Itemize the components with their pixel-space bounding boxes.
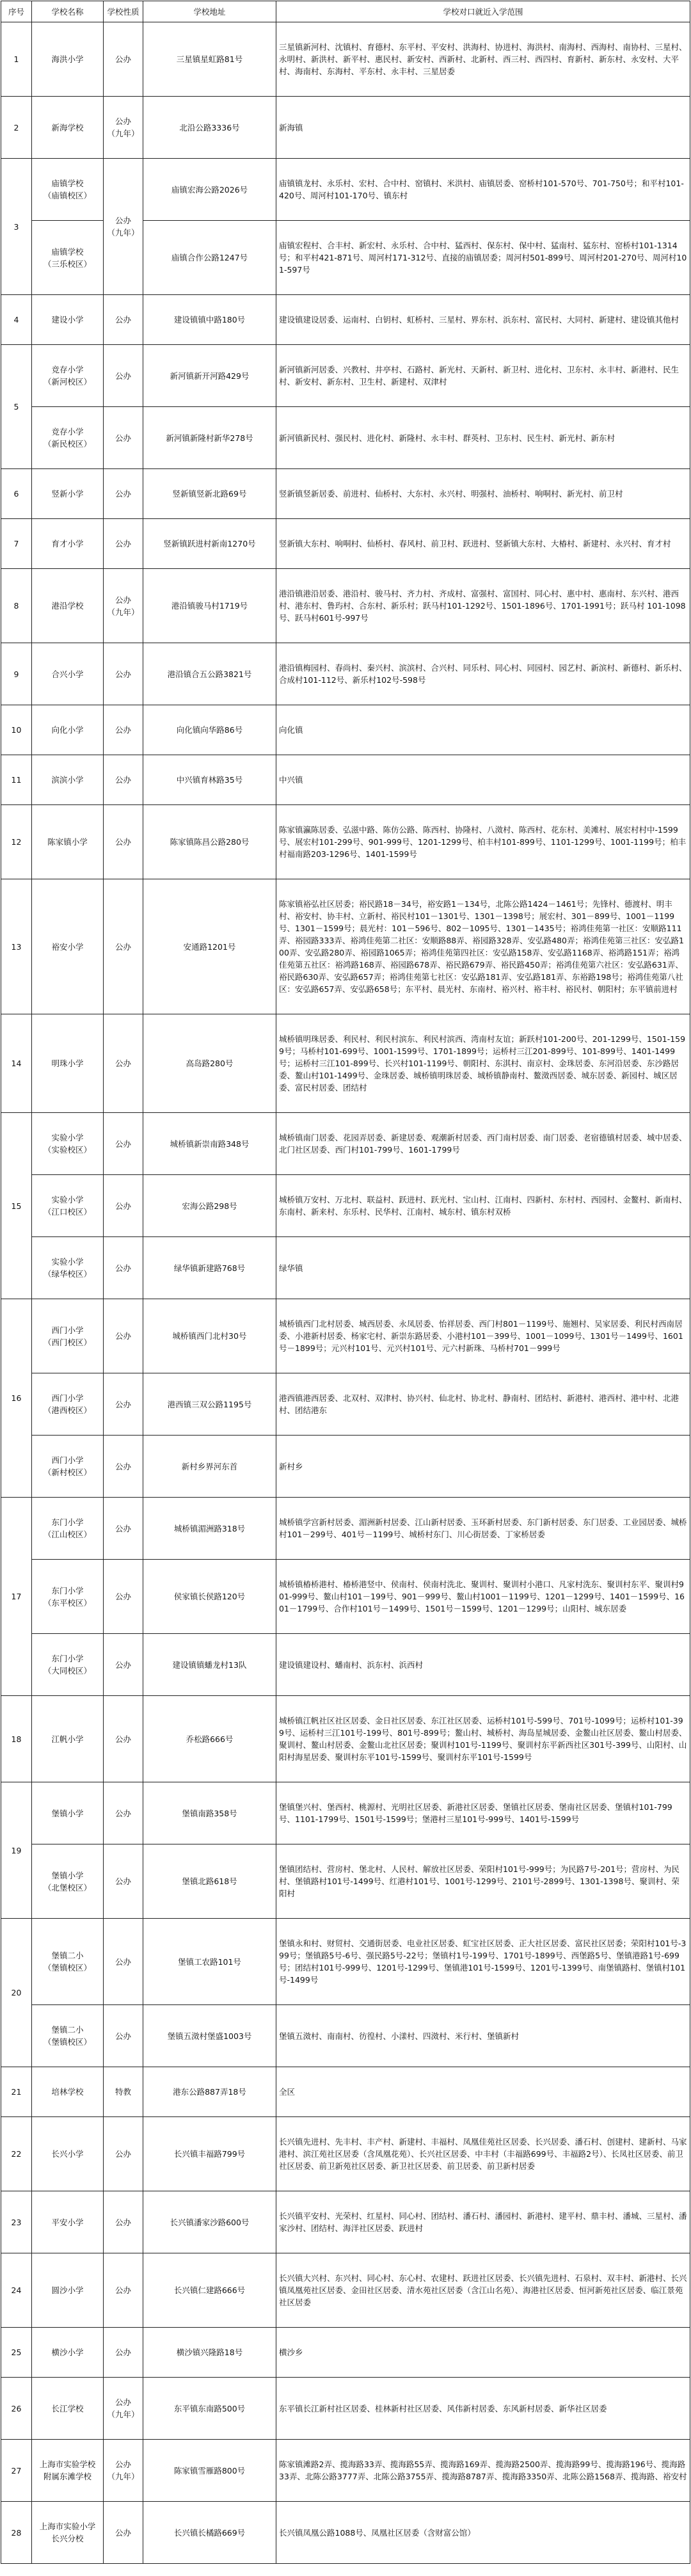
table-row bbox=[1, 1498, 690, 1560]
school-nature: 公办 bbox=[104, 2253, 143, 2328]
table-row bbox=[1, 755, 690, 805]
school-name: 培林学校 bbox=[32, 2067, 104, 2117]
school-nature: 公办 bbox=[104, 407, 143, 469]
school-name: 实验小学 （实验校区） bbox=[32, 1113, 104, 1175]
school-nature: 特教 bbox=[104, 2067, 143, 2117]
enrollment-range: 长兴镇大兴村、东兴村、同心村、东心村、农建村、跃进社区居委、长兴镇先进村、石泉村、双丰村、新港村、长兴镇凤凰苑社区居委、金田社区居委、清水苑社区居委（含江山名苑）、海港社区居委、恒河新苑社区居委、临江景苑社区居委 bbox=[276, 2253, 690, 2328]
enrollment-range: 港沿镇梅园村、春尚村、秦兴村、滨滨村、合兴村、同乐村、同心村、同园村、园艺村、新滨村、新德村、新乐村、合成村101-112号、新乐村102号-598号 bbox=[276, 643, 690, 705]
school-nature: 公办 bbox=[104, 519, 143, 569]
school-address: 长兴镇潘家沙路600号 bbox=[143, 2191, 276, 2253]
school-name: 江帆小学 bbox=[32, 1696, 104, 1782]
school-nature: 公办 （九年） bbox=[104, 2378, 143, 2440]
school-nature: 公办 bbox=[104, 805, 143, 879]
enrollment-range: 建设镇建设居委、运南村、白钥村、虹桥村、三星村、界东村、浜东村、富民村、大同村、新建村、建设镇其他村 bbox=[276, 295, 690, 345]
enrollment-range: 城桥镇明珠居委、利民村、利民村滨东、利民村滨西、湾南村友谊；新跃村101-200号、201-1299号、1501-1599号；马桥村101-699号、1001-1599号、1701-1899号；运桥村三江201-899号、101-899号、1401-1499号；运桥村三江101-899号、长兴村101-1199号、朝阳村、东淇村、南京村、金珠居委、东河沿居委、东沙路居委、鳌山村101-1499号、金珠居委、城桥镇明珠居委、城桥镇静南村、鳌滧西居委、城东居委、新园村、城区居委、富民村居委、团结村 bbox=[276, 1014, 690, 1113]
school-name: 平安小学 bbox=[32, 2191, 104, 2253]
school-address: 宏海公路298号 bbox=[143, 1175, 276, 1237]
enrollment-range: 庙镇宏程村、合丰村、新宏村、永乐村、合中村、猛西村、保东村、保中村、猛南村、猛东村、窑桥村101-1314号；和平村421-871号、周河村171-312号、直接的庙镇居委；周河村501-899号、周河村201-270号、周河村101-597号 bbox=[276, 221, 690, 295]
enrollment-range: 陈家镇瀛陈居委、弘滋中路、陈仿公路、陈西村、协隆村、八滧村、陈西村、花东村、美滩村、展宏村村中-1599号、展宏村101-299号、901-999号、1201-1299号、柏丰村101-899号、1101-1299号、1001-1199号；柏丰村福南路203-1296号、1401-1599号 bbox=[276, 805, 690, 879]
school-address: 新河镇新隆村新华278号 bbox=[143, 407, 276, 469]
school-address: 竖新镇跃进村新南1270号 bbox=[143, 519, 276, 569]
school-nature: 公办 bbox=[104, 2117, 143, 2191]
row-number: 10 bbox=[1, 705, 32, 755]
school-address: 港沿镇合五公路3821号 bbox=[143, 643, 276, 705]
enrollment-range: 堡镇团结村、营房村、堡北村、人民村、解放社区居委、荣阳村101号-999号；为民路7号-201号；营房村、为民村、堡镇路村101号-1499号、红港村101号、1001号-1299号、2101号-2899号、1301-1398号、聚训村、荣阳村 bbox=[276, 1844, 690, 1919]
school-nature: 公办 bbox=[104, 1844, 143, 1919]
school-name: 堡镇二小 （堡镇校区） bbox=[32, 1919, 104, 2005]
enrollment-range: 长兴镇平安村、光荣村、红星村、同心村、团结村、潘石村、潘园村、新港村、建平村、鼎丰村、潘城、三星村、潘家沙村、团结村、海洋社区居委、跃进村 bbox=[276, 2191, 690, 2253]
school-nature: 公办 bbox=[104, 2005, 143, 2067]
school-address: 陈家镇陈昌公路280号 bbox=[143, 805, 276, 879]
header-school-name: 学校名称 bbox=[32, 1, 104, 22]
table-row bbox=[1, 2378, 690, 2440]
enrollment-range: 城桥镇学宫新村居委、湄洲新村居委、江山新村居委、玉环新村居委、东门新村居委、东门居委、工业园居委、城桥村101－299号、401号－1199号、城桥村东门、川心街居委、丁家桥居委 bbox=[276, 1498, 690, 1560]
school-name: 东门小学 （江山校区） bbox=[32, 1498, 104, 1560]
school-address: 城桥镇湄洲路318号 bbox=[143, 1498, 276, 1560]
row-number: 26 bbox=[1, 2378, 32, 2440]
school-nature: 公办 bbox=[104, 705, 143, 755]
school-nature: 公办 bbox=[104, 469, 143, 519]
school-address: 三星镇星虹路81号 bbox=[143, 22, 276, 97]
school-address: 长兴镇仁建路666号 bbox=[143, 2253, 276, 2328]
row-number: 22 bbox=[1, 2117, 32, 2191]
row-number: 21 bbox=[1, 2067, 32, 2117]
school-address: 北沿公路3336号 bbox=[143, 97, 276, 159]
school-nature: 公办 bbox=[104, 2191, 143, 2253]
school-name: 新海学校 bbox=[32, 97, 104, 159]
enrollment-range: 堡镇五滧村、南南村、彷徨村、小漾村、四滧村、米行村、堡镇新村 bbox=[276, 2005, 690, 2067]
school-nature: 公办 （九年） bbox=[104, 97, 143, 159]
table-row bbox=[1, 1782, 690, 1844]
school-address: 堡镇工农路101号 bbox=[143, 1919, 276, 2005]
enrollment-range: 庙镇镇龙村、永乐村、宏村、合中村、窑镇村、米洪村、庙镇居委、窑桥村101-570号、701-750号；和平村101-420号、周河村101-170号、镇东村 bbox=[276, 159, 690, 221]
school-address: 城桥镇新崇南路348号 bbox=[143, 1113, 276, 1175]
table-row bbox=[1, 1634, 690, 1696]
enrollment-range: 港西镇港西居委、北双村、双津村、协兴村、仙北村、协北村、静南村、团结村、新港村、港西村、港中村、北港村、团结港东 bbox=[276, 1373, 690, 1436]
school-address: 堡镇南路358号 bbox=[143, 1782, 276, 1844]
school-nature: 公办 bbox=[104, 1634, 143, 1696]
table-row bbox=[1, 2067, 690, 2117]
school-name: 港沿学校 bbox=[32, 569, 104, 643]
table-row bbox=[1, 879, 690, 1014]
row-number: 3 bbox=[1, 159, 32, 295]
row-number: 6 bbox=[1, 469, 32, 519]
enrollment-range: 中兴镇 bbox=[276, 755, 690, 805]
table-row bbox=[1, 1237, 690, 1299]
school-nature: 公办 bbox=[104, 1113, 143, 1175]
school-nature: 公办 bbox=[104, 1237, 143, 1299]
enrollment-range: 城桥镇江帆社区社区居委、金日社区居委、东江社区居委、运桥村101号-599号、701号-1099号；运桥村101-399号、运桥村三江101号-199号、801号-899号；鳌山村、城桥村、海岛星城居委、金鳌山社区居委、鳌山村居委、聚训村、鳌山村居委、金鳌山北社区居委；聚训村101号-1199号、聚训村东平新西社区301号-399号、山阳村、山阳村海星居委、聚训村东平101号-1599号、聚训村东平101号-1599号 bbox=[276, 1696, 690, 1782]
enrollment-range: 新河镇新民村、强民村、进化村、新隆村、永丰村、群英村、卫东村、民生村、新光村、新东村 bbox=[276, 407, 690, 469]
table-row bbox=[1, 345, 690, 407]
school-name: 建设小学 bbox=[32, 295, 104, 345]
school-address: 建设镇镇中路180号 bbox=[143, 295, 276, 345]
row-number: 27 bbox=[1, 2440, 32, 2502]
enrollment-range: 堡镇堡兴村、堡西村、桃源村、光明社区居委、新港社区居委、堡镇社区居委、堡南社区居委、堡镇村101-799号、1101-1799号、1501号-1599号；堡港村三星101号-999号、1401号-1599号 bbox=[276, 1782, 690, 1844]
row-number: 7 bbox=[1, 519, 32, 569]
school-name: 堡镇小学 bbox=[32, 1782, 104, 1844]
row-number: 14 bbox=[1, 1014, 32, 1113]
school-name: 西门小学 （西门校区） bbox=[32, 1299, 104, 1373]
school-name: 长江学校 bbox=[32, 2378, 104, 2440]
header-no: 序号 bbox=[1, 1, 32, 22]
row-number: 24 bbox=[1, 2253, 32, 2328]
school-nature: 公办 bbox=[104, 345, 143, 407]
table-row bbox=[1, 1844, 690, 1919]
header-enrollment-range: 学校对口就近入学范围 bbox=[276, 1, 690, 22]
row-number: 12 bbox=[1, 805, 32, 879]
school-address: 建设镇镇蟠龙村13队 bbox=[143, 1634, 276, 1696]
table-row bbox=[1, 1113, 690, 1175]
enrollment-range: 三星镇新河村、沈镇村、育德村、东平村、平安村、洪海村、协进村、海洪村、南海村、西海村、南协村、三星村、永明村、新洪村、新平村、惠民村、新安村、西新村、北新村、西三村、西四村、育新村、新东村、永安村、大平村、海南村、东海村、平东村、永丰村、三星居委 bbox=[276, 22, 690, 97]
school-address: 乔松路666号 bbox=[143, 1696, 276, 1782]
row-number: 25 bbox=[1, 2328, 32, 2378]
school-address: 新村乡界河东首 bbox=[143, 1436, 276, 1498]
school-nature: 公办 bbox=[104, 879, 143, 1014]
school-address: 堡镇五滧村堡盛1003号 bbox=[143, 2005, 276, 2067]
school-address: 城桥镇西门北村30号 bbox=[143, 1299, 276, 1373]
table-row bbox=[1, 97, 690, 159]
school-address: 向化镇向华路86号 bbox=[143, 705, 276, 755]
school-nature: 公办 bbox=[104, 1560, 143, 1634]
row-number: 19 bbox=[1, 1782, 32, 1919]
table-row bbox=[1, 1919, 690, 2005]
school-address: 堡镇北路618号 bbox=[143, 1844, 276, 1919]
table-row bbox=[1, 705, 690, 755]
school-nature: 公办 bbox=[104, 2328, 143, 2378]
enrollment-range: 东平镇长江新村社区居委、桂林新村社区居委、风伟新村居委、东风新村居委、新华社区居委 bbox=[276, 2378, 690, 2440]
school-name: 竖新小学 bbox=[32, 469, 104, 519]
school-nature: 公办 bbox=[104, 1782, 143, 1844]
enrollment-range: 向化镇 bbox=[276, 705, 690, 755]
school-address: 中兴镇育林路35号 bbox=[143, 755, 276, 805]
school-address: 长兴镇长橘路669号 bbox=[143, 2502, 276, 2564]
school-name: 向化小学 bbox=[32, 705, 104, 755]
school-nature: 公办 bbox=[104, 1919, 143, 2005]
school-address: 庙镇宏海公路2026号 bbox=[143, 159, 276, 221]
school-name: 西门小学 （新村校区） bbox=[32, 1436, 104, 1498]
school-nature: 公办 bbox=[104, 1175, 143, 1237]
school-name: 明珠小学 bbox=[32, 1014, 104, 1113]
table-row bbox=[1, 2117, 690, 2191]
enrollment-range: 横沙乡 bbox=[276, 2328, 690, 2378]
school-name: 堡镇二小 （堡镇校区） bbox=[32, 2005, 104, 2067]
table-row bbox=[1, 1014, 690, 1113]
row-number: 17 bbox=[1, 1498, 32, 1696]
enrollment-range: 城桥镇椿桥港村、椿桥港竖中、侯南村、侯南村洗北、聚训村、聚训村小港口、凡家村洗东、聚训村东平、聚训村901-999号、鳌山村101－199号、901－999号、鳌山村1001－1199号、1201－1299号、1401－1599号、1601－1799号、合作村101号－1499号、1501号－1599号、1201－1299号；山阳村、城东居委 bbox=[276, 1560, 690, 1634]
enrollment-range: 新村乡 bbox=[276, 1436, 690, 1498]
school-name: 育才小学 bbox=[32, 519, 104, 569]
table-row bbox=[1, 2502, 690, 2564]
enrollment-range: 建设镇建设村、蟠南村、浜东村、浜西村 bbox=[276, 1634, 690, 1696]
row-number: 16 bbox=[1, 1299, 32, 1498]
school-nature: 公办 bbox=[104, 22, 143, 97]
school-nature: 公办 bbox=[104, 1696, 143, 1782]
enrollment-range: 长兴镇先进村、先丰村、丰产村、新建村、丰福村、凤凰佳苑社区居委、长兴居委、潘石村、创建村、建新村、马家港村、滨江苑社区居委（含凤凰花苑）、长兴社区居委、中丰村（丰福路699号、丰福路2号）、长凤社区居委、前卫社区居委、前卫新苑社区居委、新卫社区居委、前卫居委、前卫新村居委 bbox=[276, 2117, 690, 2191]
table-row bbox=[1, 569, 690, 643]
school-nature: 公办 （九年） bbox=[104, 569, 143, 643]
table-row bbox=[1, 2328, 690, 2378]
header-school-nature: 学校性质 bbox=[104, 1, 143, 22]
school-name: 圆沙小学 bbox=[32, 2253, 104, 2328]
school-address: 侯家镇长侯路120号 bbox=[143, 1560, 276, 1634]
school-nature: 公办 bbox=[104, 1014, 143, 1113]
table-row bbox=[1, 519, 690, 569]
enrollment-range: 新河镇新河居委、兴教村、井亭村、石路村、新光村、天新村、新卫村、进化村、卫东村、永丰村、新港村、民生村、新安村、新东村、卫生村、新建村、双津村 bbox=[276, 345, 690, 407]
table-row bbox=[1, 2191, 690, 2253]
table-header-row bbox=[1, 1, 690, 22]
table-row bbox=[1, 2440, 690, 2502]
table-row bbox=[1, 22, 690, 97]
row-number: 2 bbox=[1, 97, 32, 159]
school-address: 港西镇三双公路1195号 bbox=[143, 1373, 276, 1436]
row-number: 1 bbox=[1, 22, 32, 97]
enrollment-range: 新海镇 bbox=[276, 97, 690, 159]
school-name: 实验小学 （绿华校区） bbox=[32, 1237, 104, 1299]
school-name: 竞存小学 （新民校区） bbox=[32, 407, 104, 469]
school-name: 陈家镇小学 bbox=[32, 805, 104, 879]
school-name: 庙镇学校 （三乐校区） bbox=[32, 221, 104, 295]
enrollment-range: 港沿镇港沿居委、港沿村、骏马村、齐力村、齐成村、富强村、富国村、同心村、惠中村、惠南村、东兴村、港西村、港东村、鲁玙村、合东村、新乐村；跃马村101-1292号、1501-1896号、1701-1991号；跃马村 101-1098号、跃马村601号-997号 bbox=[276, 569, 690, 643]
row-number: 9 bbox=[1, 643, 32, 705]
row-number: 28 bbox=[1, 2502, 32, 2564]
school-nature: 公办 bbox=[104, 2502, 143, 2564]
school-address: 横沙镇兴隆路18号 bbox=[143, 2328, 276, 2378]
school-address: 竖新镇竖新北路69号 bbox=[143, 469, 276, 519]
school-address: 港东公路887弄18号 bbox=[143, 2067, 276, 2117]
row-number: 8 bbox=[1, 569, 32, 643]
row-number: 13 bbox=[1, 879, 32, 1014]
school-nature: 公办 bbox=[104, 1436, 143, 1498]
school-nature: 公办 bbox=[104, 1299, 143, 1373]
row-number: 20 bbox=[1, 1919, 32, 2067]
school-name: 西门小学 （港西校区） bbox=[32, 1373, 104, 1436]
table-row bbox=[1, 1373, 690, 1436]
table-body bbox=[1, 22, 690, 2564]
school-nature: 公办 bbox=[104, 1373, 143, 1436]
table-row bbox=[1, 805, 690, 879]
enrollment-range: 绿华镇 bbox=[276, 1237, 690, 1299]
school-name: 庙镇学校 （庙镇校区） bbox=[32, 159, 104, 221]
table-row bbox=[1, 2253, 690, 2328]
table-row bbox=[1, 643, 690, 705]
school-nature: 公办 （九年） bbox=[104, 2440, 143, 2502]
school-name: 长兴小学 bbox=[32, 2117, 104, 2191]
school-name: 滨滨小学 bbox=[32, 755, 104, 805]
row-number: 11 bbox=[1, 755, 32, 805]
enrollment-range: 长兴镇凤凰公路1088号、凤凰社区居委（含财富公馆） bbox=[276, 2502, 690, 2564]
school-nature: 公办 bbox=[104, 1498, 143, 1560]
school-address: 高岛路280号 bbox=[143, 1014, 276, 1113]
table-row bbox=[1, 1436, 690, 1498]
row-number: 23 bbox=[1, 2191, 32, 2253]
table-row bbox=[1, 159, 690, 221]
table-row bbox=[1, 1175, 690, 1237]
table-row bbox=[1, 1696, 690, 1782]
school-nature: 公办 （九年） bbox=[104, 159, 143, 295]
table-row bbox=[1, 1560, 690, 1634]
enrollment-range: 竖新镇大东村、响哃村、仙桥村、春风村、前卫村、跃进村、竖新镇大东村、大椿村、新建村、永兴村、育才村 bbox=[276, 519, 690, 569]
school-name: 东门小学 （大同校区） bbox=[32, 1634, 104, 1696]
table-row bbox=[1, 1299, 690, 1373]
school-enrollment-table bbox=[1, 1, 690, 2564]
school-address: 陈家镇雪雁路800号 bbox=[143, 2440, 276, 2502]
school-address: 绿华镇新建路768号 bbox=[143, 1237, 276, 1299]
school-name: 海洪小学 bbox=[32, 22, 104, 97]
school-name: 上海市实验小学 长兴分校 bbox=[32, 2502, 104, 2564]
school-address: 港沿镇骏马村1719号 bbox=[143, 569, 276, 643]
row-number: 15 bbox=[1, 1113, 32, 1299]
enrollment-range: 城桥镇南门居委、花园弄居委、新建居委、观潮新村居委、西门南村居委、南门居委、老宿德镇村居委、城中居委、北门社区居委、西门村101-799号、1601-1799号 bbox=[276, 1113, 690, 1175]
school-nature: 公办 bbox=[104, 755, 143, 805]
school-nature: 公办 bbox=[104, 295, 143, 345]
row-number: 18 bbox=[1, 1696, 32, 1782]
header-school-address: 学校地址 bbox=[143, 1, 276, 22]
enrollment-range: 全区 bbox=[276, 2067, 690, 2117]
table-row bbox=[1, 295, 690, 345]
row-number: 5 bbox=[1, 345, 32, 469]
school-name: 合兴小学 bbox=[32, 643, 104, 705]
school-address: 安通路1201号 bbox=[143, 879, 276, 1014]
table-row bbox=[1, 407, 690, 469]
school-nature: 公办 bbox=[104, 643, 143, 705]
table-row bbox=[1, 2005, 690, 2067]
school-name: 竞存小学 （新河校区） bbox=[32, 345, 104, 407]
school-name: 东门小学 （东平校区） bbox=[32, 1560, 104, 1634]
school-address: 长兴镇丰福路799号 bbox=[143, 2117, 276, 2191]
school-address: 东平镇东南路500号 bbox=[143, 2378, 276, 2440]
school-name: 上海市实验学校 附属东滩学校 bbox=[32, 2440, 104, 2502]
school-address: 庙镇合作公路1247号 bbox=[143, 221, 276, 295]
enrollment-range: 城桥镇西门北村居委、城西居委、永凤居委、怡祥居委、西门村801－1199号、施翘村、吴家居委、利民村西南居委、小港新村居委、杨家宅村、新崇东路居委、小港村101－399号、1001－1099号、1301号－1499号、1601号－1899号；元兴村101号、元兴村101号、元六村新珠、马桥村701－999号 bbox=[276, 1299, 690, 1373]
enrollment-range: 陈家镇滩路2弄、揽海路33弄、揽海路55弄、揽海路169弄、揽海路2500弄、揽海路99号、揽海路196号、揽海路33弄、北陈公路3777弄、北陈公路3755弄、揽海路8787弄、揽海路3350弄、北陈公路1568弄、揽海路、裕安村 bbox=[276, 2440, 690, 2502]
school-name: 横沙小学 bbox=[32, 2328, 104, 2378]
table-row bbox=[1, 469, 690, 519]
enrollment-range: 堡镇永和村、财贸村、交通街居委、电业社区居委、虹宝社区居委、正大社区居委、富民社区居委；荣阳村101号-399号；堡镇路5号-6号、强民路5号-22号；堡镇村1号-199号、1701号-1899号、西堡路5号、堡镇港路1号-699号；团结村101号-999号、1201号-1299号、堡镇港101号-1599号、1201号-1399号、南堡镇路村、堡镇村101号-1499号 bbox=[276, 1919, 690, 2005]
enrollment-range: 竖新镇竖新居委、前进村、仙桥村、大东村、永兴村、明强村、油桥村、响哃村、新光村、前卫村 bbox=[276, 469, 690, 519]
enrollment-range: 陈家镇裕弘社区居委；裕民路18－34号，裕安路1－134号，北陈公路1424－1461号；先锋村、德渡村、明丰村、裕安村、协丰村、立新村、裕民村101－1301号、1301－1398号；展宏村、301－899号、1001－1199号、1301－1599号；晨光村：101－596号、802－1095号、1301－1435号；裕鸿佳苑第一社区：安顺路111弄、裕园路333弄、裕鸿佳苑第二社区：安顺路88弄、裕园路328弄、安弘路480弄；裕鸿佳苑第三社区：安弘路100弄、安弘路280弄、裕园路1065弄；裕鸿佳苑第四社区：安弘路158弄、安弘路1168弄、裕鸿路151弄；裕鸿佳苑第五社区：裕鸿路168弄、裕园路678弄、裕民路679弄、裕民路450弄；裕鸿佳苑第六社区：安弘路631弄、裕民路630弄、安弘路657弄；裕鸿佳苑第七社区：安弘路181弄、安弘路181弄、东裕路198号；裕鸿佳苑第八社区：安弘路657弄、安弘路658号；东平村、晨光村、东南村、裕兴村、裕丰村、裕民村、朝阳村；东平镇前进村 bbox=[276, 879, 690, 1014]
school-name: 裕安小学 bbox=[32, 879, 104, 1014]
school-address: 新河镇新开河路429号 bbox=[143, 345, 276, 407]
row-number: 4 bbox=[1, 295, 32, 345]
enrollment-range: 城桥镇万安村、万北村、联益村、跃进村、跃光村、宝山村、江南村、四新村、东村村、西园村、金鳌村、新南村、东南村、新来村、东乐村、民华村、江南村、城东村、镇东村双桥 bbox=[276, 1175, 690, 1237]
school-name: 堡镇小学 （北堡校区） bbox=[32, 1844, 104, 1919]
school-name: 实验小学 （江口校区） bbox=[32, 1175, 104, 1237]
